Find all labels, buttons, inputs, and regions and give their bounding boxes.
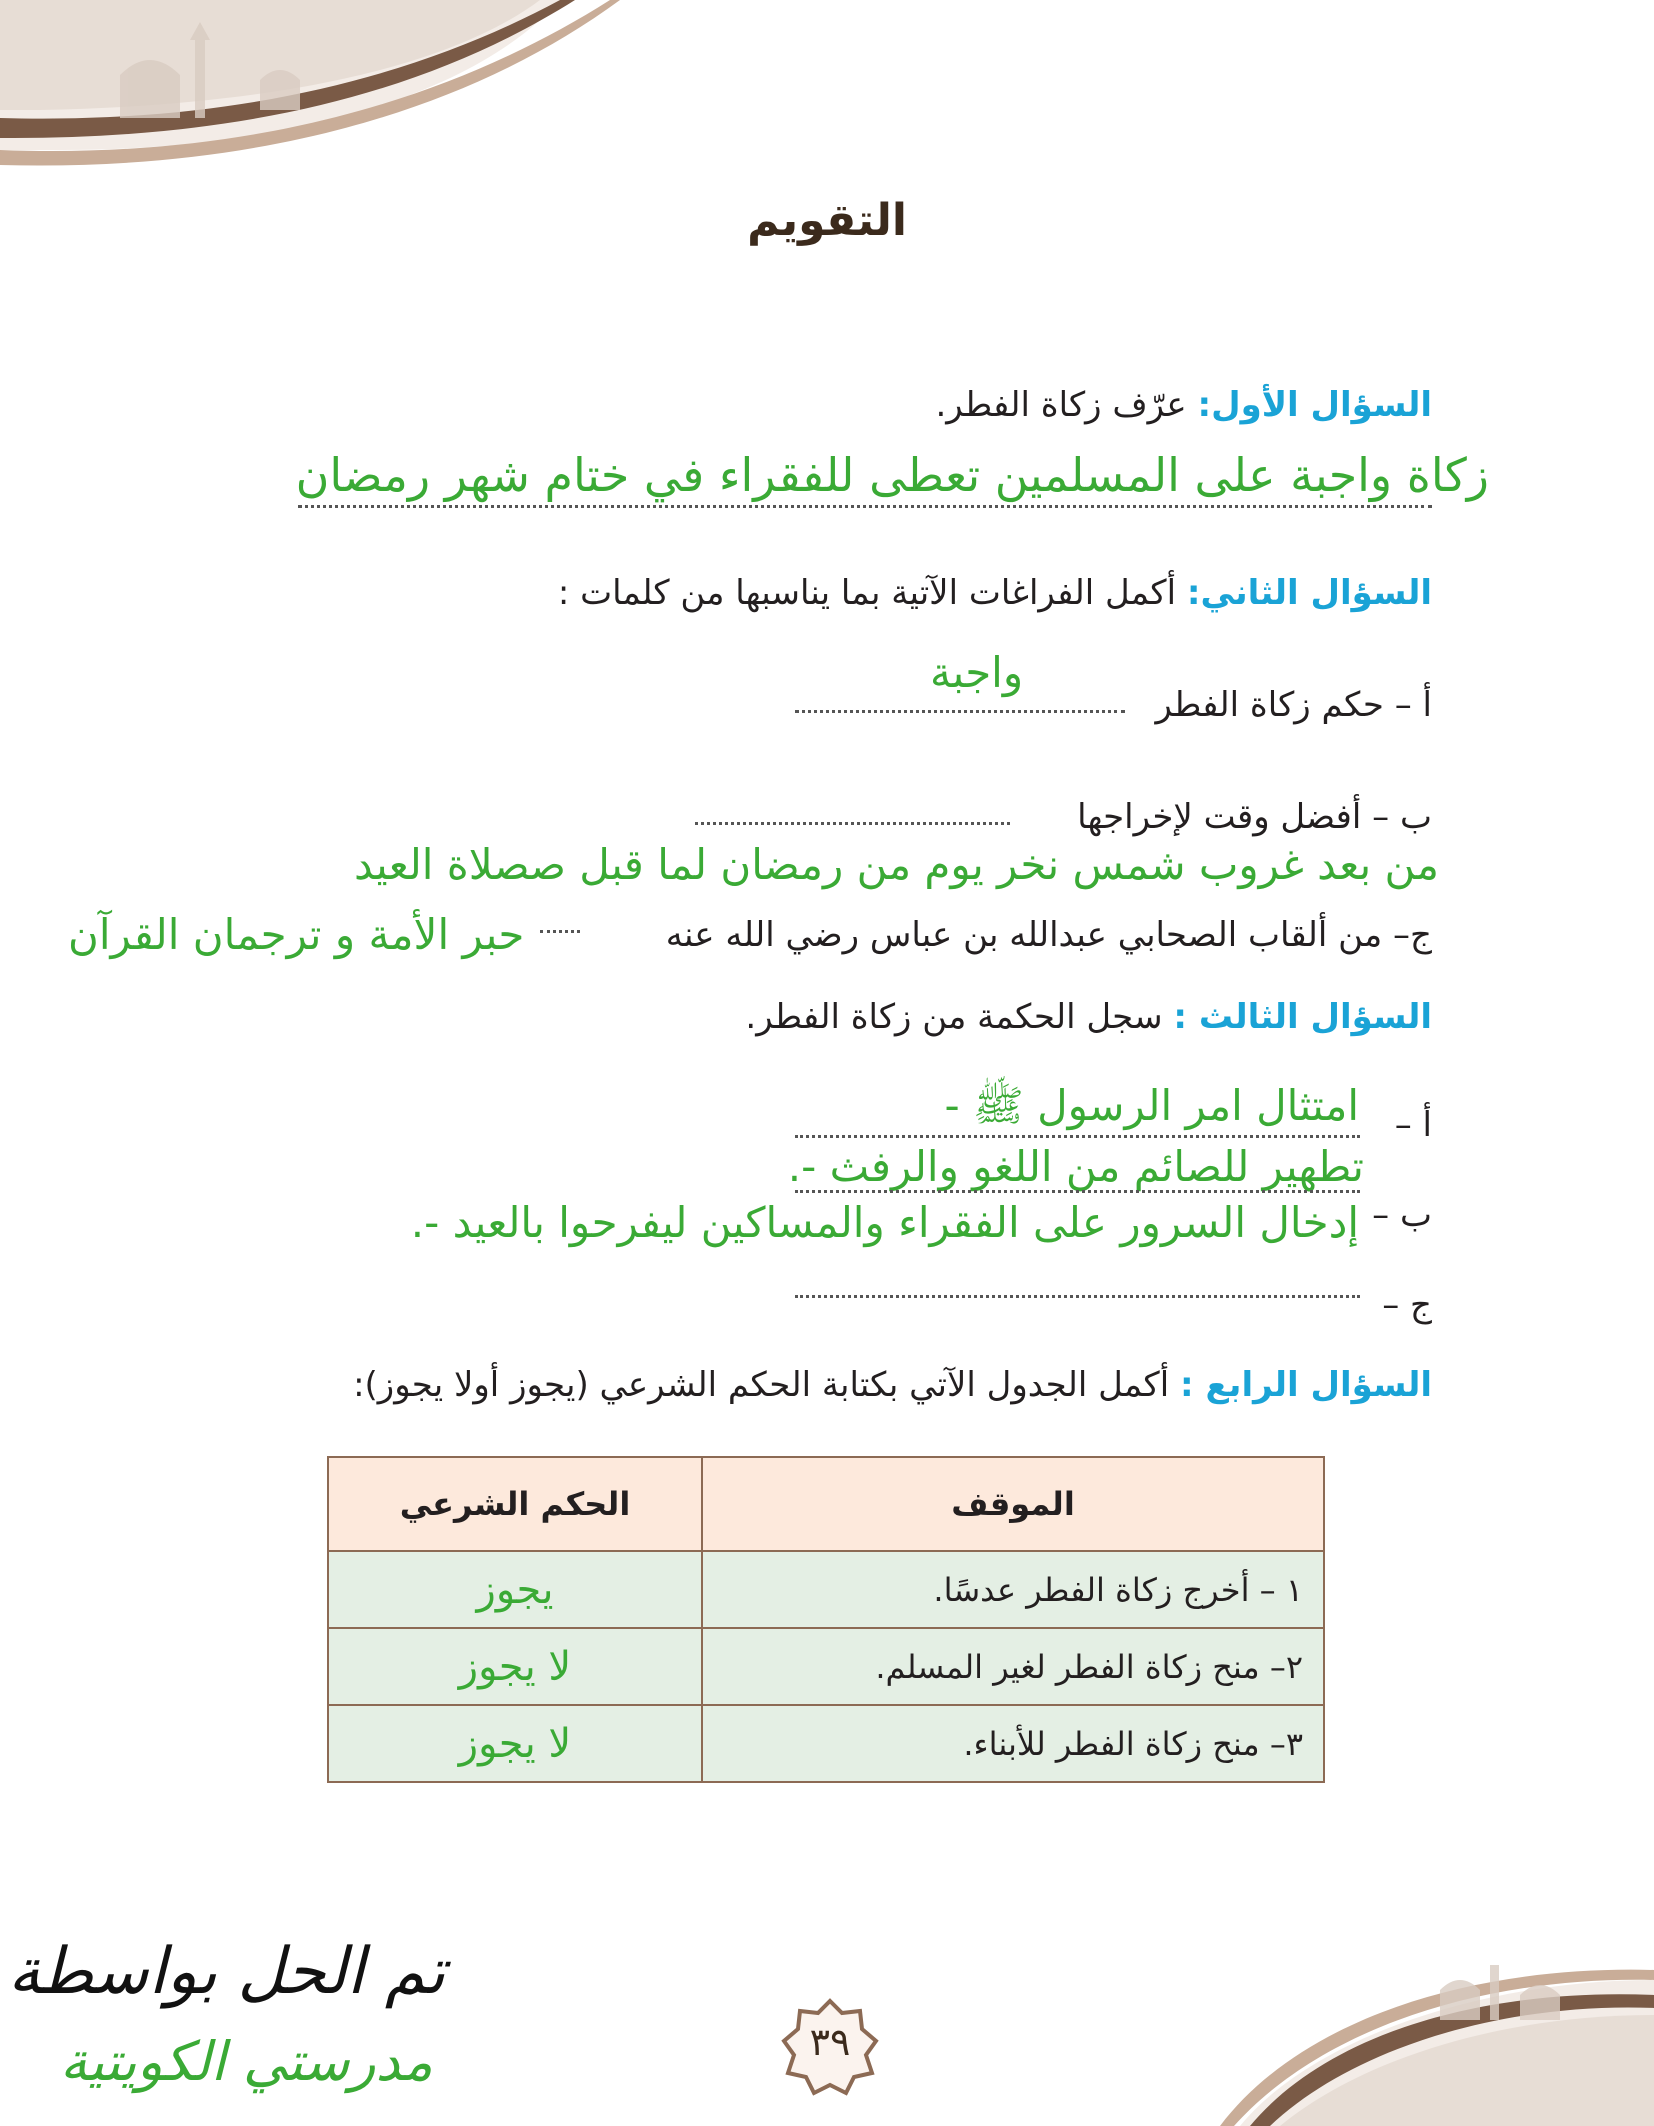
header-situation: الموقف [702, 1457, 1324, 1551]
q3-a-dotted-line [795, 1135, 1360, 1138]
q3-c-marker: ج – [1382, 1285, 1432, 1325]
q1-answer: زكاة واجبة على المسلمين تعطى للفقراء في ختام شهر رمضان [295, 448, 1489, 502]
q2-label: السؤال الثاني: [1186, 573, 1432, 613]
q3-b-answer-2: إدخال السرور على الفقراء والمساكين ليفرحوا بالعيد -. [410, 1198, 1359, 1247]
q3-b-answer-1: تطهير للصائم من اللغو والرفث -. [787, 1142, 1364, 1191]
row-situation: ٣– منح زكاة الفطر للأبناء. [702, 1705, 1324, 1782]
q3-b-dotted-line [795, 1190, 1360, 1193]
table-row [328, 1628, 1324, 1705]
page-number: ٣٩ [809, 2020, 851, 2064]
row-situation: ١ – أخرج زكاة الفطر عدسًا. [702, 1551, 1324, 1628]
table-row [328, 1705, 1324, 1782]
q4-line [353, 1365, 1432, 1405]
row-ruling: يجوز [328, 1551, 702, 1628]
signature-line-1: تم الحل بواسطة [8, 1935, 446, 2009]
ruling-table [327, 1456, 1325, 1783]
q3-a-answer: امتثال امر الرسول ﷺ - [944, 1081, 1359, 1130]
q3-b-marker: ب – [1372, 1195, 1432, 1235]
row-ruling: لا يجوز [328, 1628, 702, 1705]
q3-text: سجل الحكمة من زكاة الفطر. [745, 997, 1163, 1037]
row-ruling: لا يجوز [328, 1705, 702, 1782]
top-ornament-image [0, 0, 620, 170]
q1-text: عرّف زكاة الفطر. [935, 385, 1187, 425]
q2-a-answer: واجبة [930, 648, 1024, 697]
page-title: التقويم [747, 195, 907, 246]
q2-a-text: أ – حكم زكاة الفطر [1155, 685, 1432, 725]
q1-answer-dotted-line [298, 505, 1432, 508]
q2-b-answer: من بعد غروب شمس نخر يوم من رمضان لما قبل صصلاة العيد [353, 840, 1439, 889]
header-ruling: الحكم الشرعي [328, 1457, 702, 1551]
q2-line [558, 573, 1432, 613]
q2-b-text: ب – أفضل وقت لإخراجها [1077, 797, 1432, 837]
q2-c-dotted-line [540, 930, 580, 933]
q2-a-dotted-line [795, 710, 1125, 713]
row-situation: ٢– منح زكاة الفطر لغير المسلم. [702, 1628, 1324, 1705]
q3-label: السؤال الثالث : [1173, 997, 1432, 1037]
q1-label: السؤال الأول: [1197, 385, 1432, 425]
q3-c-dotted-line [795, 1295, 1360, 1298]
table-row [328, 1551, 1324, 1628]
bottom-ornament-image [1220, 1960, 1654, 2126]
q2-c-text: ج– من ألقاب الصحابي عبدالله بن عباس رضي الله عنه [665, 915, 1432, 955]
q4-label: السؤال الرابع : [1180, 1365, 1432, 1405]
signature-line-2: مدرستي الكويتية [60, 2030, 433, 2093]
q3-a-marker: أ – [1394, 1105, 1432, 1145]
q2-b-dotted-line [695, 822, 1010, 825]
q2-text: أكمل الفراغات الآتية بما يناسبها من كلمات : [557, 573, 1177, 613]
q2-c-answer: حبر الأمة و ترجمان القرآن [68, 910, 525, 959]
table-header-row [328, 1457, 1324, 1551]
q3-line [745, 997, 1432, 1037]
q1-line [936, 385, 1433, 425]
q4-text: أكمل الجدول الآتي بكتابة الحكم الشرعي (يجوز أولا يجوز): [353, 1365, 1170, 1405]
